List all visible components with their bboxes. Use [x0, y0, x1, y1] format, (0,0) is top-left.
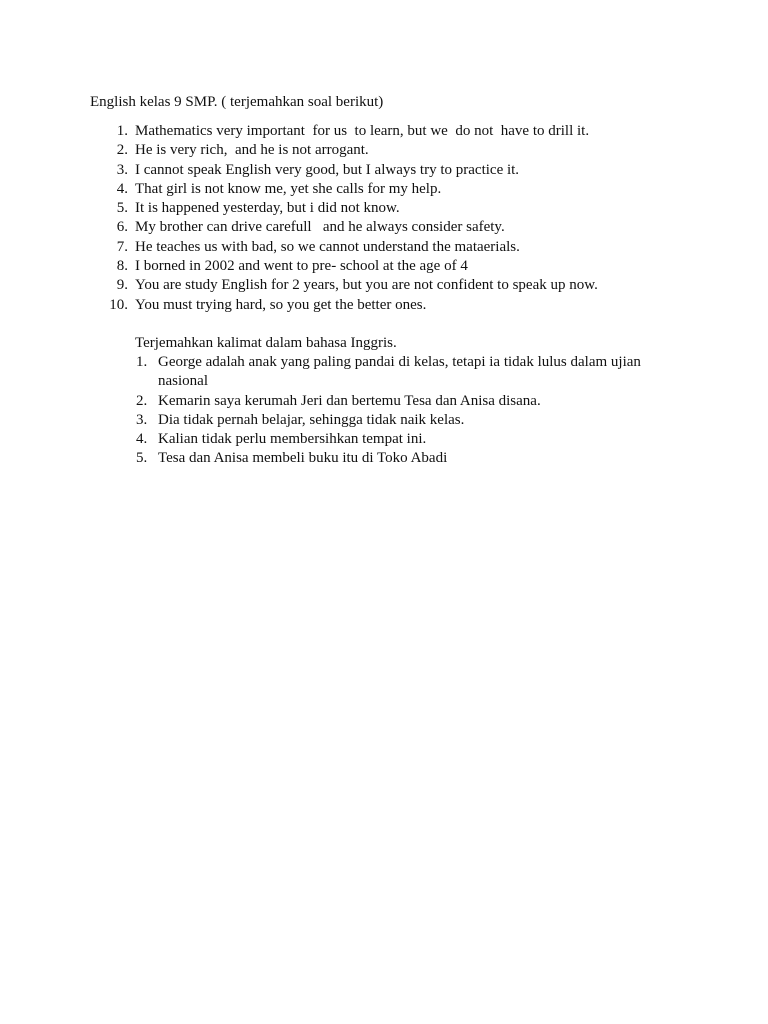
list-item [116, 180, 695, 199]
list-item-text: That girl is not know me, yet she calls for my help. [135, 180, 442, 197]
list-item-number: 10. [109, 296, 128, 313]
list-item-text: George adalah anak yang paling pandai di kelas, tetapi ia tidak lulus dalam ujian nasional [158, 354, 645, 390]
list-item [136, 411, 658, 430]
list-item [136, 392, 658, 411]
list-item-text: Mathematics very important for us to learn, but we do not have to drill it. [135, 123, 590, 139]
list-item-text: Tesa dan Anisa membeli buku itu di Toko Abadi [158, 450, 448, 467]
list-item-number: 3. [116, 161, 128, 178]
list-item-text: You are study English for 2 years, but you are not confident to speak up now. [135, 277, 598, 294]
list-item-number: 1. [116, 123, 128, 139]
list-item-number: 4. [116, 180, 128, 197]
list-item-text: Kemarin saya kerumah Jeri dan bertemu Tesa dan Anisa disana. [158, 392, 541, 409]
list-item-text: My brother can drive carefull and he always consider safety. [135, 219, 505, 236]
list-item-text: You must trying hard, so you get the better ones. [135, 296, 427, 313]
list-item [109, 296, 695, 315]
list-item-number: 5. [136, 450, 148, 467]
list-item-number: 6. [116, 219, 128, 236]
list-item-number: 2. [116, 142, 128, 159]
list-item [136, 353, 658, 392]
list-item [116, 218, 695, 237]
list-item-number: 4. [136, 431, 148, 448]
list-item-text: Dia tidak pernah belajar, sehingga tidak naik kelas. [158, 411, 465, 428]
list-item [116, 276, 695, 295]
list-item-text: It is happened yesterday, but i did not know. [135, 200, 400, 217]
list-item-text: He teaches us with bad, so we cannot understand the mataerials. [135, 238, 520, 255]
list-item [116, 161, 695, 180]
list-item-number: 9. [116, 277, 128, 294]
list-item-text: I cannot speak English very good, but I always try to practice it. [135, 161, 520, 178]
list-item [116, 122, 695, 141]
list-item-text: I borned in 2002 and went to pre- school at the age of 4 [135, 258, 468, 275]
list-item-number: 5. [116, 200, 128, 217]
list-item [116, 238, 695, 257]
list-item-number: 2. [136, 392, 148, 409]
list-item-text: Kalian tidak perlu membersihkan tempat ini. [158, 431, 427, 448]
list-item-text: He is very rich, and he is not arrogant. [135, 142, 369, 159]
list-item-number: 7. [116, 238, 128, 255]
list-item-number: 3. [136, 411, 148, 428]
list-item [136, 430, 658, 449]
list-item-number: 1. [136, 354, 148, 370]
list-item-number: 8. [116, 258, 128, 275]
list-item [116, 199, 695, 218]
list-item [136, 449, 658, 468]
list-item [116, 141, 695, 160]
section-heading: Terjemahkan kalimat dalam bahasa Inggris. [135, 335, 397, 351]
document-title: English kelas 9 SMP. ( terjemahkan soal berikut) [90, 94, 384, 110]
sentence-list-b [136, 353, 658, 469]
sentence-list-a [109, 122, 695, 315]
list-item [116, 257, 695, 276]
